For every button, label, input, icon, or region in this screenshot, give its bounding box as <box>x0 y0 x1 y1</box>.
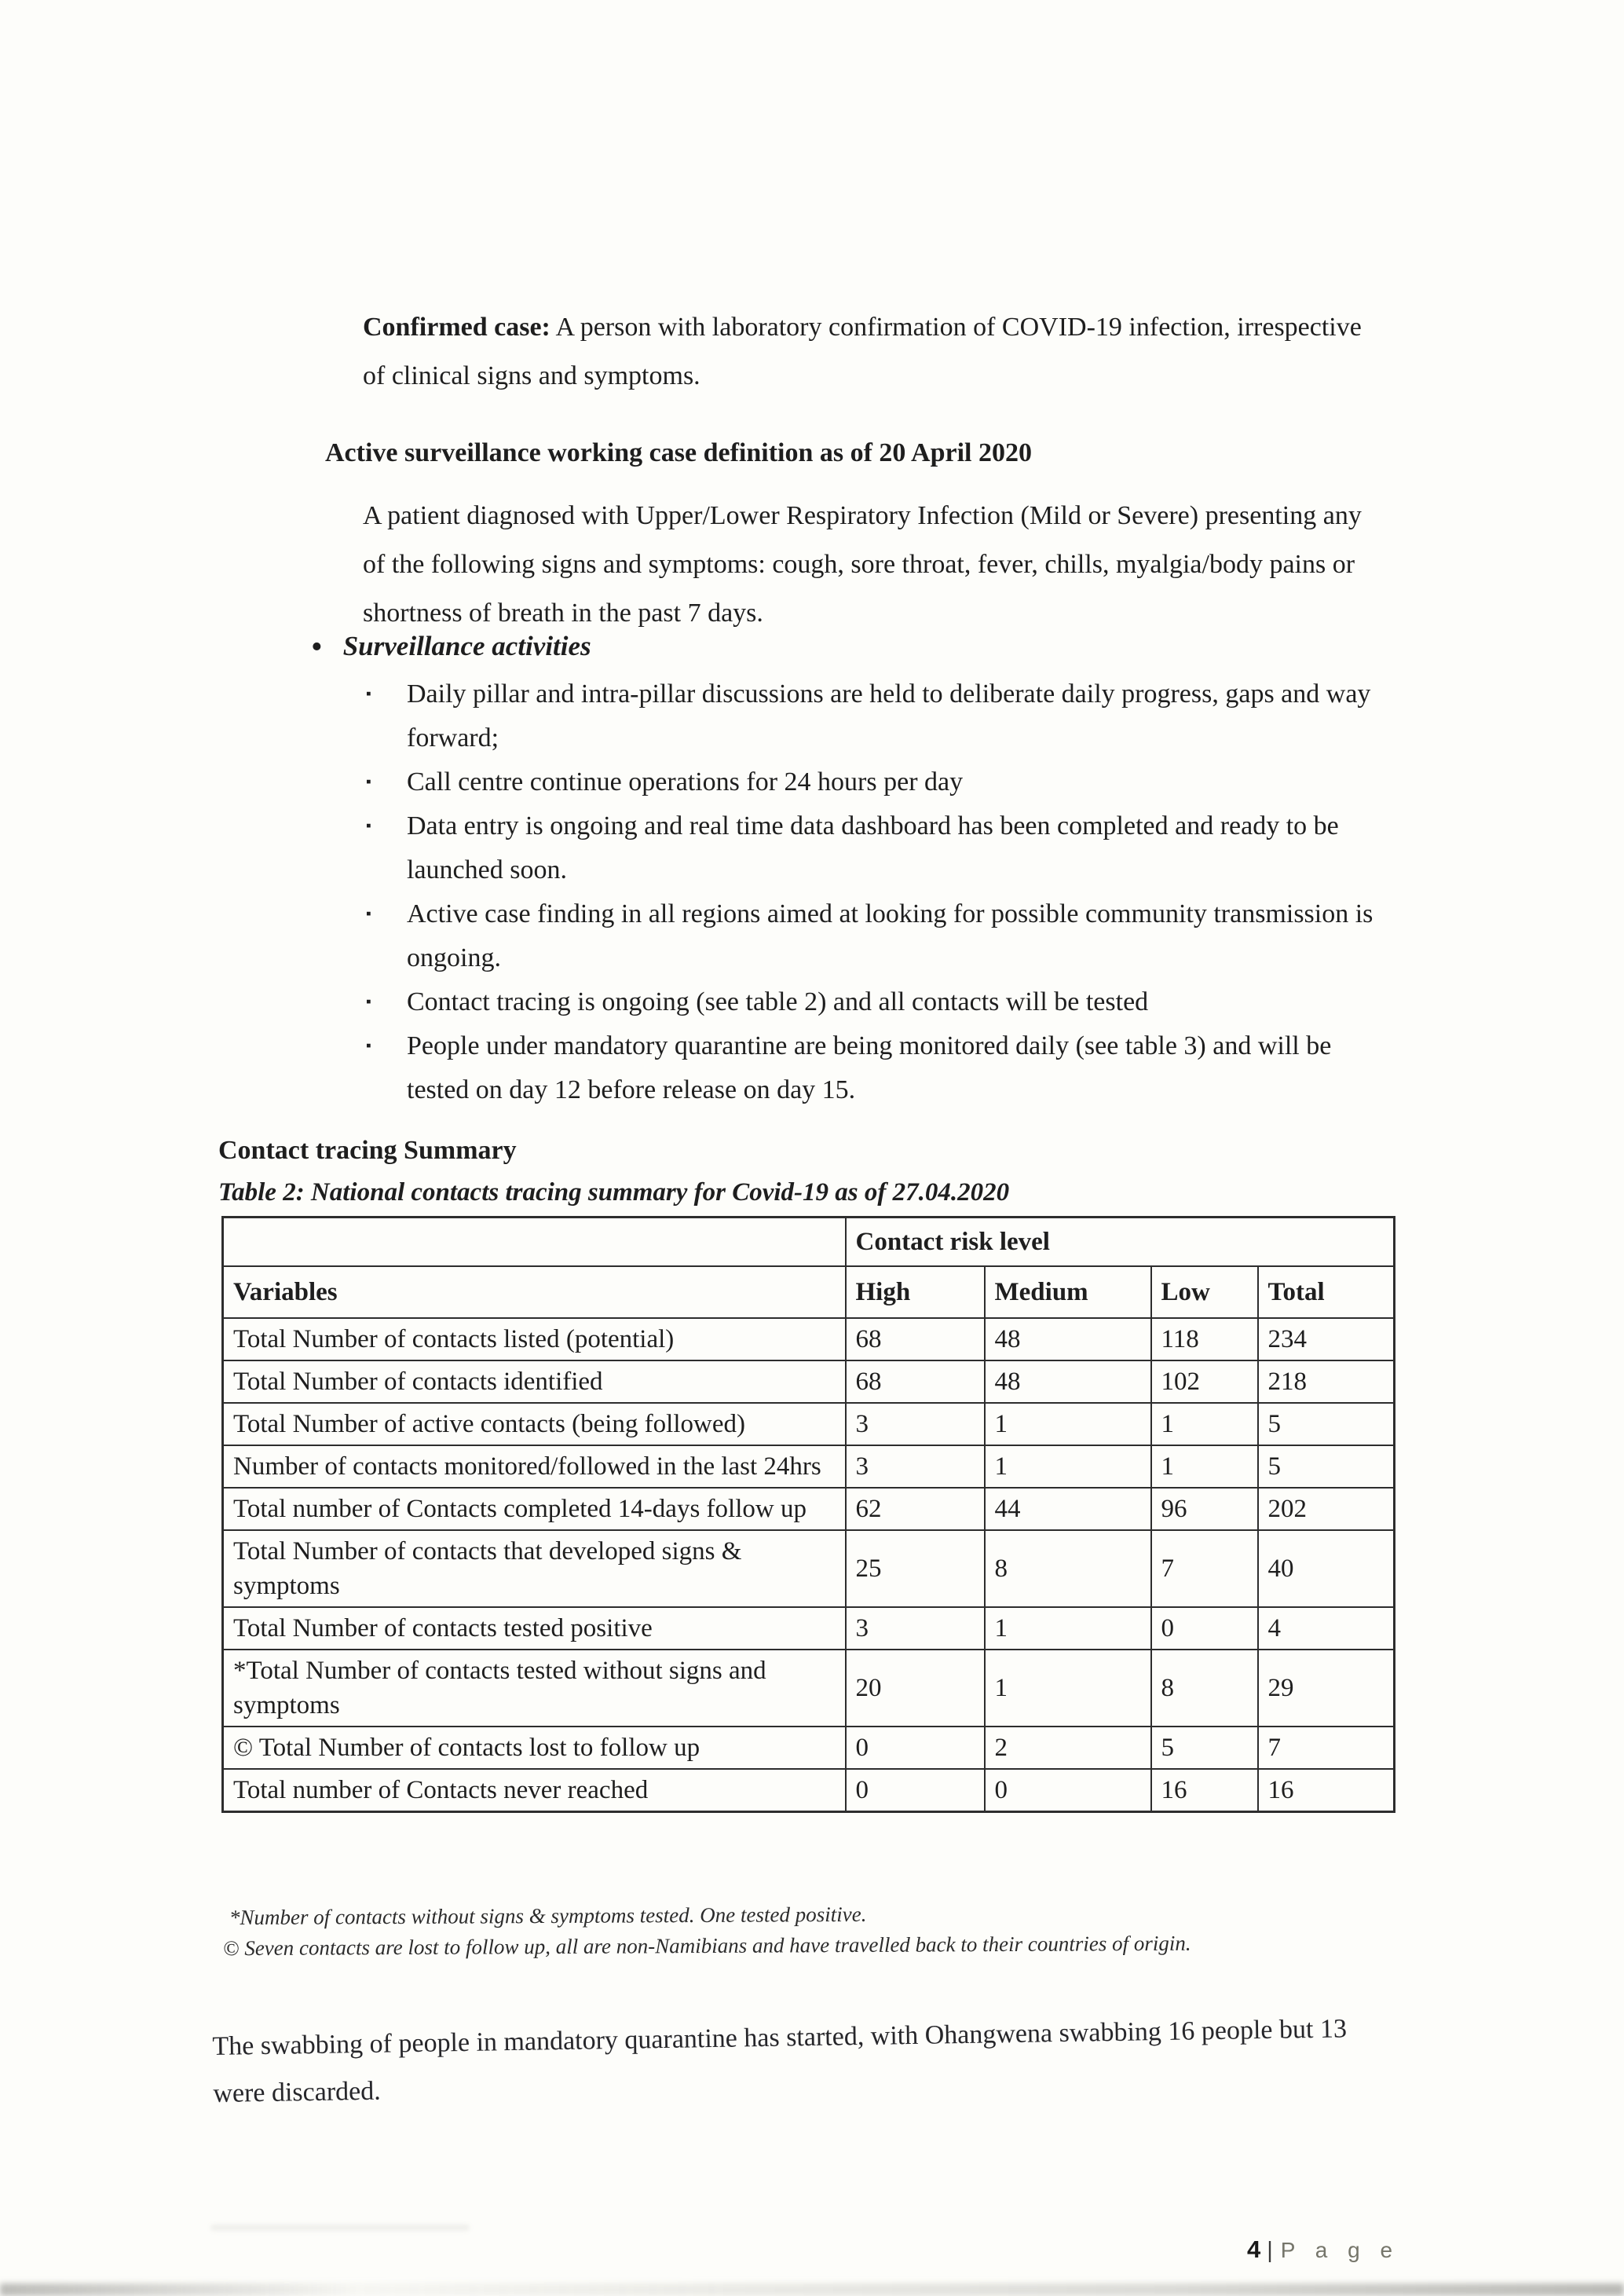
scan-smudge-artifact <box>210 2225 470 2231</box>
cell-low: 102 <box>1151 1360 1258 1403</box>
table-row <box>223 1445 1395 1488</box>
table-caption: Table 2: National contacts tracing summary for Covid-19 as of 27.04.2020 <box>218 1178 1010 1207</box>
cell-high: 3 <box>846 1607 985 1650</box>
cell-total: 40 <box>1258 1530 1395 1607</box>
cell-medium: 1 <box>985 1607 1151 1650</box>
cell-medium: 8 <box>985 1530 1151 1607</box>
cell-low: 16 <box>1151 1769 1258 1812</box>
cell-low: 1 <box>1151 1445 1258 1488</box>
surveillance-activities-list <box>363 672 1447 1112</box>
cell-low: 96 <box>1151 1488 1258 1530</box>
list-item-text: Data entry is ongoing and real time data dashboard has been completed and ready to be launched soon. <box>407 811 1339 884</box>
page-label: P a g e <box>1280 2238 1400 2262</box>
row-label: Total Number of active contacts (being followed) <box>223 1403 846 1445</box>
cell-low: 8 <box>1151 1650 1258 1727</box>
cell-low: 1 <box>1151 1403 1258 1445</box>
footer-separator: | <box>1267 2238 1273 2263</box>
cell-total: 4 <box>1258 1607 1395 1650</box>
row-label: Total Number of contacts tested positive <box>223 1607 846 1650</box>
surveillance-activities-row <box>311 628 591 666</box>
round-bullet-icon: • <box>311 629 323 665</box>
column-header: Variables <box>223 1266 846 1318</box>
list-item <box>363 672 1447 760</box>
page-number: 4 <box>1247 2236 1261 2263</box>
table-footnote: *Number of contacts without signs & symptoms tested. One tested positive. <box>229 1902 867 1930</box>
row-label: Total number of Contacts completed 14-days follow up <box>223 1488 846 1530</box>
cell-high: 0 <box>846 1769 985 1812</box>
row-label: Number of contacts monitored/followed in the last 24hrs <box>223 1445 846 1488</box>
cell-medium: 48 <box>985 1318 1151 1360</box>
row-label: © Total Number of contacts lost to follow up <box>223 1727 846 1769</box>
square-bullet-icon: ▪ <box>366 818 371 834</box>
cell-high: 20 <box>846 1650 985 1727</box>
cell-medium: 48 <box>985 1360 1151 1403</box>
square-bullet-icon: ▪ <box>366 686 371 702</box>
confirmed-case-paragraph <box>363 303 1384 401</box>
confirmed-case-label: Confirmed case: <box>363 313 550 342</box>
column-header: Low <box>1151 1266 1258 1318</box>
scan-edge-artifact <box>0 2283 1624 2296</box>
cell-total: 202 <box>1258 1488 1395 1530</box>
cell-high: 0 <box>846 1727 985 1769</box>
list-item-text: Contact tracing is ongoing (see table 2) and all contacts will be tested <box>407 987 1149 1016</box>
cell-total: 5 <box>1258 1445 1395 1488</box>
list-item-text: Active case finding in all regions aimed at looking for possible community transmission is ongoing. <box>407 899 1373 972</box>
table-row <box>223 1769 1395 1812</box>
square-bullet-icon: ▪ <box>366 906 371 922</box>
table-row <box>223 1530 1395 1607</box>
surveillance-activities-heading: Surveillance activities <box>342 631 591 661</box>
table-footnote: © Seven contacts are lost to follow up, all are non-Namibians and have travelled back to their countries of origin. <box>222 1931 1191 1961</box>
cell-high: 3 <box>846 1403 985 1445</box>
table-group-header-row <box>223 1218 1395 1267</box>
list-item <box>363 804 1368 892</box>
cell-low: 5 <box>1151 1727 1258 1769</box>
table-row <box>223 1403 1395 1445</box>
table-row <box>223 1360 1395 1403</box>
cell-high: 3 <box>846 1445 985 1488</box>
cell-high: 68 <box>846 1360 985 1403</box>
row-label: Total Number of contacts identified <box>223 1360 846 1403</box>
row-label: Total number of Contacts never reached <box>223 1769 846 1812</box>
table-header-row <box>223 1266 1395 1318</box>
cell-high: 68 <box>846 1318 985 1360</box>
list-item-text: Call centre continue operations for 24 hours per day <box>407 767 964 796</box>
row-label: Total Number of contacts that developed signs & symptoms <box>223 1530 846 1607</box>
cell-low: 0 <box>1151 1607 1258 1650</box>
table-row <box>223 1607 1395 1650</box>
active-surveillance-body: A patient diagnosed with Upper/Lower Respiratory Infection (Mild or Severe) presenting any of the following signs and symptoms: cough, sore throat, fever, chills, myalgia/body pains or shortness of breath in the past 7 days. <box>363 501 1362 628</box>
contact-tracing-heading: Contact tracing Summary <box>218 1136 517 1166</box>
cell-total: 218 <box>1258 1360 1395 1403</box>
table-row <box>223 1727 1395 1769</box>
cell-total: 234 <box>1258 1318 1395 1360</box>
cell-medium: 1 <box>985 1445 1151 1488</box>
square-bullet-icon: ▪ <box>366 774 371 790</box>
square-bullet-icon: ▪ <box>366 1038 371 1054</box>
list-item <box>363 892 1399 980</box>
column-header: High <box>846 1266 985 1318</box>
table-row <box>223 1650 1395 1727</box>
group-header-cell: Contact risk level <box>846 1218 1395 1267</box>
cell-total: 7 <box>1258 1727 1395 1769</box>
cell-low: 7 <box>1151 1530 1258 1607</box>
row-label: Total Number of contacts listed (potential) <box>223 1318 846 1360</box>
list-item <box>363 980 1384 1024</box>
table-row <box>223 1318 1395 1360</box>
confirmed-case-text: A person with laboratory confirmation of COVID-19 infection, irrespective of clinical signs and symptoms. <box>363 313 1362 390</box>
list-item <box>363 1024 1357 1112</box>
cell-total: 29 <box>1258 1650 1395 1727</box>
cell-total: 16 <box>1258 1769 1395 1812</box>
active-surveillance-heading: Active surveillance working case definition as of 20 April 2020 <box>325 438 1033 468</box>
table-row <box>223 1488 1395 1530</box>
cell-medium: 2 <box>985 1727 1151 1769</box>
cell-total: 5 <box>1258 1403 1395 1445</box>
cell-high: 62 <box>846 1488 985 1530</box>
cell-medium: 0 <box>985 1769 1151 1812</box>
contact-tracing-table <box>221 1216 1395 1813</box>
square-bullet-icon: ▪ <box>366 994 371 1010</box>
list-item-text: People under mandatory quarantine are being monitored daily (see table 3) and will be tested on day 12 before release on day 15. <box>407 1031 1332 1104</box>
row-label: *Total Number of contacts tested without signs and symptoms <box>223 1650 846 1727</box>
column-header: Medium <box>985 1266 1151 1318</box>
page-footer <box>1247 2236 1399 2264</box>
cell-high: 25 <box>846 1530 985 1607</box>
list-item-text: Daily pillar and intra-pillar discussions are held to deliberate daily progress, gaps and way forward; <box>407 679 1371 753</box>
closing-paragraph: The swabbing of people in mandatory quarantine has started, with Ohangwena swabbing 16 people but 13 were discarded. <box>212 2014 1348 2108</box>
cell-medium: 44 <box>985 1488 1151 1530</box>
cell-low: 118 <box>1151 1318 1258 1360</box>
empty-cell <box>223 1218 846 1267</box>
list-item <box>363 760 1384 804</box>
cell-medium: 1 <box>985 1403 1151 1445</box>
column-header: Total <box>1258 1266 1395 1318</box>
cell-medium: 1 <box>985 1650 1151 1727</box>
